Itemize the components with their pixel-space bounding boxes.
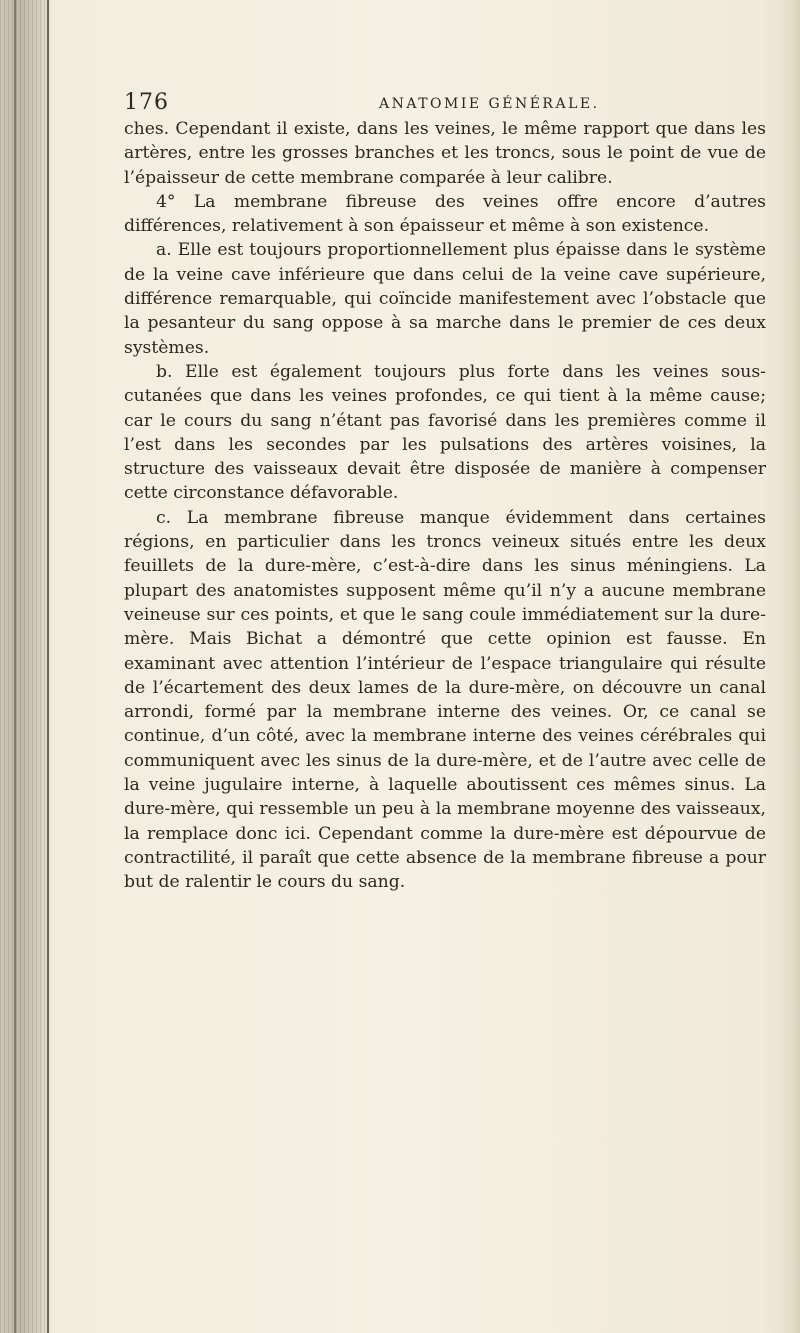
paragraph-b: b. Elle est également toujours plus forte dans les veines sous-cutanées que dans les veines profondes, ce qui tient à la même cause; car le cours du sang n’étant pas favorisé dans les premières comme il l’est dans les secondes par les pulsations des artères voisines, la structure des vaisseaux devait être disposée de manière à compenser cette circonstance défavorable. bbox=[124, 361, 766, 504]
page-right-edge bbox=[782, 0, 800, 1333]
running-title: ANATOMIE GÉNÉRALE. bbox=[379, 96, 600, 112]
paragraph-4: 4° La membrane fibreuse des veines offre encore d’autres différences, relativement à son épaisseur et même à son existence. bbox=[124, 191, 766, 237]
book-binding bbox=[0, 0, 50, 1333]
page-header bbox=[124, 90, 764, 118]
paragraph-a: a. Elle est toujours proportionnellement plus épaisse dans le système de la veine cave inférieure que dans celui de la veine cave supérieure, différence remarquable, qui coïncide manifestement avec l’obstacle que la pesanteur du sang oppose à sa marche dans le premier de ces deux systèmes. bbox=[124, 240, 766, 358]
binding-edge-line bbox=[47, 0, 49, 1333]
page-number: 176 bbox=[124, 90, 169, 115]
body-text bbox=[124, 117, 766, 895]
paragraph-c: c. La membrane fibreuse manque évidemment dans certaines régions, en particulier dans les troncs veineux situés entre les deux feuillets de la dure-mère, c’est-à-dire dans les sinus méningiens. La plupart des anatomistes supposent même qu’il n’y a aucune membrane veineuse sur ces points, et que le sang coule immédiatement sur la dure-mère. Mais Bichat a démontré que cette opinion est fausse. En examinant avec attention l’intérieur de l’espace triangulaire qui résulte de l’écartement des deux lames de la dure-mère, on découvre un canal arrondi, formé par la membrane interne des veines. Or, ce canal se continue, d’un côté, avec la membrane interne des veines cérébrales qui communiquent avec les sinus de la dure-mère, et de l’autre avec celle de la veine jugulaire interne, à laquelle aboutissent ces mêmes sinus. La dure-mère, qui ressemble un peu à la membrane moyenne des vaisseaux, la remplace donc ici. Cependant comme la dure-mère est dépourvue de contractilité, il paraît que cette absence de la membrane fibreuse a pour but de ralentir le cours du sang. bbox=[124, 507, 766, 893]
paragraph-continuation: ches. Cependant il existe, dans les veines, le même rapport que dans les artères, entre les grosses branches et les troncs, sous le point de vue de l’épaisseur de cette membrane comparée à leur calibre. bbox=[124, 119, 766, 188]
binding-edge-line-outer bbox=[14, 0, 16, 1333]
